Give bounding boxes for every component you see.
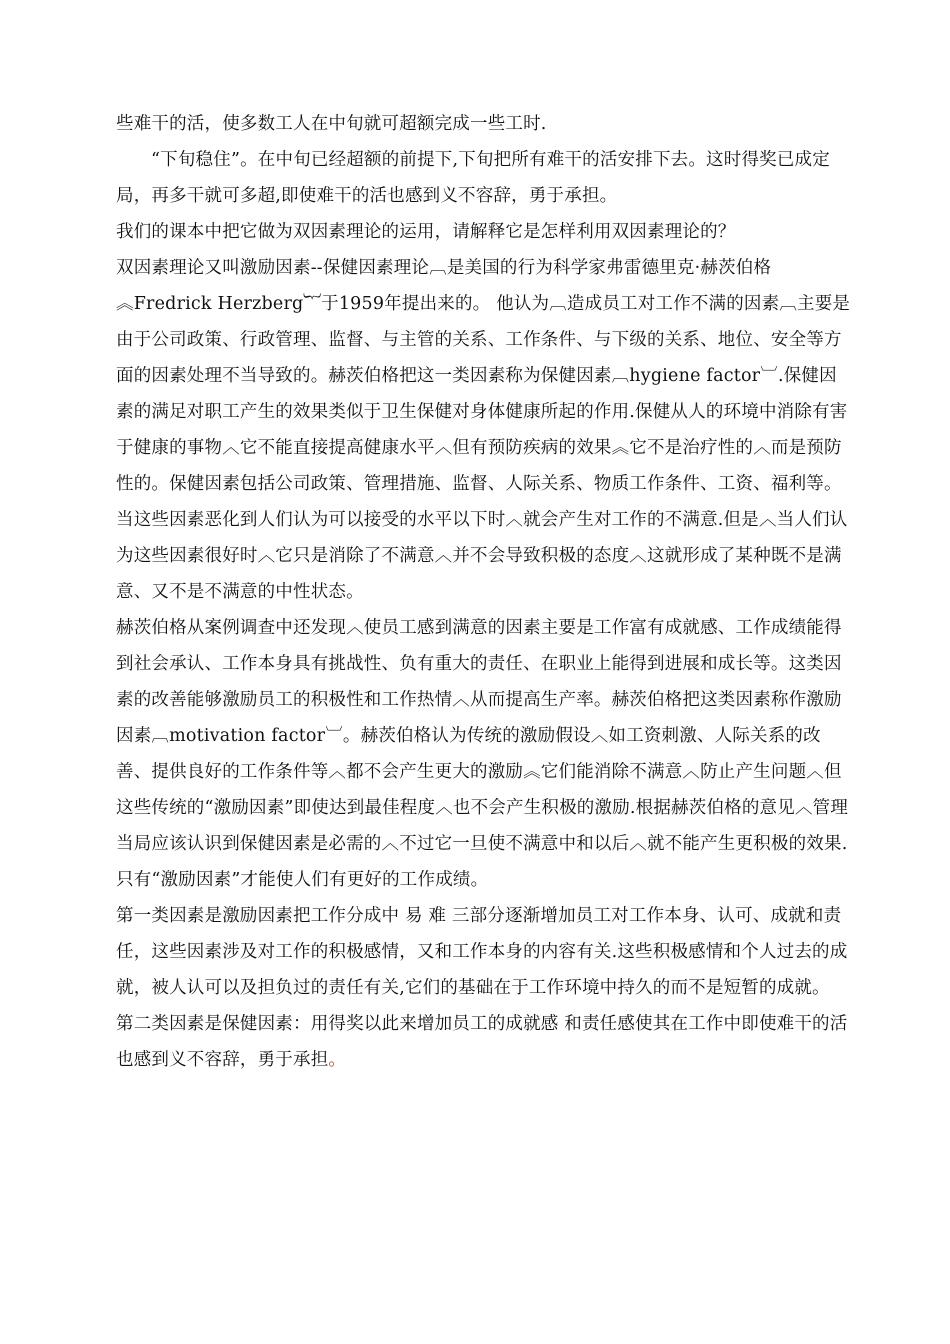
paragraph-hygiene-factors: 双因素理论又叫激励因素--保健因素理论︹是美国的行为科学家弗雷德里克·赫茨伯格︽Fredrick Herzberg︸于1959年提出来的。 他认为︹造成员工对工作不满的因素︹主要是由于公司政策、行政管理、监督、与主管的关系、工作条件、与下级的关系、地位、安全等方面的因素处理不当导致的。赫茨伯格把这一类因素称为保健因素︹hygiene factor︺.保健因素的满足对职工产生的效果类似于卫生保健对身体健康所起的作用.保健从人的环境中消除有害于健康的事物︿它不能直接提高健康水平︿但有预防疾病的效果︽它不是治疗性的︿而是预防性的。保健因素包括公司政策、管理措施、监督、人际关系、物质工作条件、工资、福利等。当这些因素恶化到人们认为可以接受的水平以下时︿就会产生对工作的不满意.但是︿当人们认为这些因素很好时︿它只是消除了不满意︿并不会导致积极的态度︿这就形成了某种既不是满意、又不是不满意的中性状态。 bbox=[116, 258, 851, 602]
document-body bbox=[116, 106, 851, 1078]
paragraph-2: “下旬稳住”。在中旬已经超额的前提下,下旬把所有难干的活安排下去。这时得奖已成定局，再多干就可多超,即使难干的活也感到义不容辞，勇于承担。 bbox=[116, 150, 830, 206]
paragraph-1: 些难干的活，使多数工人在中旬就可超额完成一些工时. bbox=[116, 114, 547, 134]
question-paragraph: 我们的课本中把它做为双因素理论的运用，请解释它是怎样利用双因素理论的？ bbox=[116, 222, 736, 242]
paragraph-motivation-factors: 赫茨伯格从案例调查中还发现︿使员工感到满意的因素主要是工作富有成就感、工作成绩能得到社会承认、工作本身具有挑战性、负有重大的责任、在职业上能得到进展和成长等。这类因素的改善能够激励员工的积极性和工作热情︿从而提高生产率。赫茨伯格把这类因素称作激励因素︹motivation factor︺。赫茨伯格认为传统的激励假设︿如工资刺激、人际关系的改善、提供良好的工作条件等︿都不会产生更大的激励︽它们能消除不满意︿防止产生问题︿但这些传统的“激励因素”即使达到最佳程度︿也不会产生积极的激励.根据赫茨伯格的意见︿管理当局应该认识到保健因素是必需的︿不过它一旦使不满意中和以后︿就不能产生更积极的效果.只有“激励因素”才能使人们有更好的工作成绩。 bbox=[116, 618, 849, 890]
paragraph-second-category-text: 第二类因素是保健因素：用得奖以此来增加员工的成就感 和责任感使其在工作中即使难干的活也感到义不容辞，勇于承担 bbox=[116, 1014, 848, 1070]
paragraph-first-category: 第一类因素是激励因素把工作分成中 易 难 三部分逐渐增加员工对工作本身、认可、成就和责任，这些因素涉及对工作的积极感情，又和工作本身的内容有关.这些积极感情和个人过去的成就，被人认可以及担负过的责任有关,它们的基础在于工作环境中持久的而不是短暂的成就。 bbox=[116, 906, 848, 998]
red-period-mark: 。 bbox=[328, 1050, 347, 1070]
paragraph-second-category bbox=[116, 1006, 851, 1078]
